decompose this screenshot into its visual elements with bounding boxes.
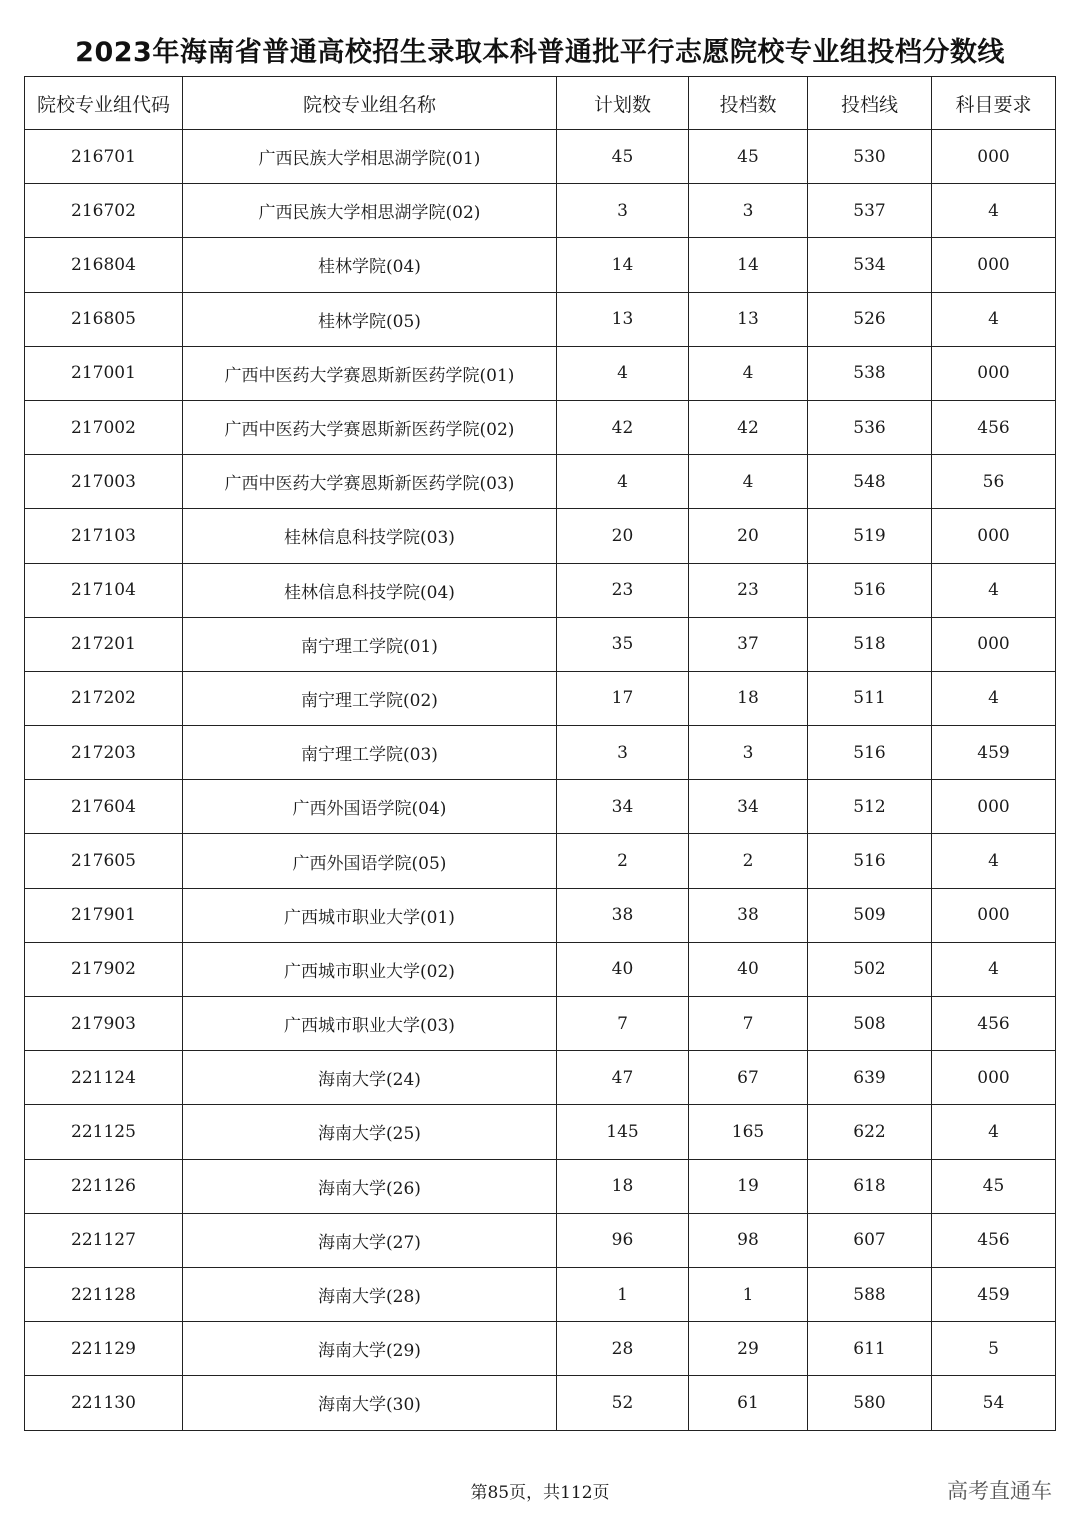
cell-subject-req: 45 xyxy=(932,1159,1056,1213)
cell-subject-req: 4 xyxy=(932,834,1056,888)
cell-plan: 4 xyxy=(557,455,689,509)
cell-score-line: 516 xyxy=(808,726,932,780)
cell-code: 217203 xyxy=(25,726,183,780)
cell-admitted: 42 xyxy=(689,400,808,454)
cell-admitted: 19 xyxy=(689,1159,808,1213)
cell-plan: 96 xyxy=(557,1213,689,1267)
cell-admitted: 34 xyxy=(689,780,808,834)
cell-plan: 47 xyxy=(557,1051,689,1105)
cell-subject-req: 000 xyxy=(932,238,1056,292)
cell-score-line: 508 xyxy=(808,997,932,1051)
page-number: 第85页，共112页 xyxy=(470,1483,610,1503)
cell-name: 广西民族大学相思湖学院(02) xyxy=(183,184,557,238)
cell-name: 海南大学(26) xyxy=(183,1159,557,1213)
cell-name: 海南大学(27) xyxy=(183,1213,557,1267)
cell-score-line: 511 xyxy=(808,671,932,725)
cell-admitted: 165 xyxy=(689,1105,808,1159)
cell-admitted: 20 xyxy=(689,509,808,563)
cell-code: 217605 xyxy=(25,834,183,888)
cell-score-line: 611 xyxy=(808,1322,932,1376)
watermark: 高考直通车 xyxy=(947,1479,1052,1503)
cell-score-line: 538 xyxy=(808,346,932,400)
cell-plan: 17 xyxy=(557,671,689,725)
cell-code: 216805 xyxy=(25,292,183,346)
cell-code: 217104 xyxy=(25,563,183,617)
cell-code: 221129 xyxy=(25,1322,183,1376)
cell-name: 桂林学院(04) xyxy=(183,238,557,292)
cell-code: 217103 xyxy=(25,509,183,563)
column-header-subject-req: 科目要求 xyxy=(932,77,1056,130)
table-row xyxy=(25,671,1056,725)
cell-subject-req: 54 xyxy=(932,1376,1056,1430)
cell-code: 217003 xyxy=(25,455,183,509)
column-header-score-line: 投档线 xyxy=(808,77,932,130)
cell-name: 广西城市职业大学(01) xyxy=(183,888,557,942)
cell-score-line: 512 xyxy=(808,780,932,834)
table-row xyxy=(25,1267,1056,1321)
cell-name: 广西外国语学院(04) xyxy=(183,780,557,834)
cell-subject-req: 456 xyxy=(932,1213,1056,1267)
cell-subject-req: 4 xyxy=(932,671,1056,725)
cell-name: 海南大学(25) xyxy=(183,1105,557,1159)
cell-admitted: 2 xyxy=(689,834,808,888)
cell-admitted: 37 xyxy=(689,617,808,671)
cell-name: 广西民族大学相思湖学院(01) xyxy=(183,130,557,184)
table-row xyxy=(25,726,1056,780)
cell-name: 广西中医药大学赛恩斯新医药学院(03) xyxy=(183,455,557,509)
cell-code: 217903 xyxy=(25,997,183,1051)
cell-score-line: 502 xyxy=(808,942,932,996)
cell-admitted: 40 xyxy=(689,942,808,996)
cell-admitted: 61 xyxy=(689,1376,808,1430)
cell-name: 海南大学(28) xyxy=(183,1267,557,1321)
cell-admitted: 13 xyxy=(689,292,808,346)
cell-subject-req: 4 xyxy=(932,292,1056,346)
table-row xyxy=(25,780,1056,834)
cell-plan: 40 xyxy=(557,942,689,996)
cell-subject-req: 456 xyxy=(932,997,1056,1051)
table-row xyxy=(25,888,1056,942)
cell-code: 217901 xyxy=(25,888,183,942)
cell-score-line: 516 xyxy=(808,563,932,617)
cell-score-line: 526 xyxy=(808,292,932,346)
cell-subject-req: 000 xyxy=(932,617,1056,671)
cell-score-line: 518 xyxy=(808,617,932,671)
cell-name: 南宁理工学院(01) xyxy=(183,617,557,671)
cell-code: 216804 xyxy=(25,238,183,292)
cell-plan: 52 xyxy=(557,1376,689,1430)
cell-name: 南宁理工学院(02) xyxy=(183,671,557,725)
cell-plan: 3 xyxy=(557,726,689,780)
cell-subject-req: 4 xyxy=(932,184,1056,238)
cell-admitted: 18 xyxy=(689,671,808,725)
cell-subject-req: 459 xyxy=(932,726,1056,780)
cell-plan: 34 xyxy=(557,780,689,834)
table-row xyxy=(25,1051,1056,1105)
cell-score-line: 534 xyxy=(808,238,932,292)
cell-name: 桂林信息科技学院(04) xyxy=(183,563,557,617)
cell-code: 221124 xyxy=(25,1051,183,1105)
cell-score-line: 639 xyxy=(808,1051,932,1105)
cell-code: 216701 xyxy=(25,130,183,184)
column-header-code: 院校专业组代码 xyxy=(25,77,183,130)
cell-admitted: 67 xyxy=(689,1051,808,1105)
table-row xyxy=(25,509,1056,563)
cell-code: 217202 xyxy=(25,671,183,725)
cell-admitted: 45 xyxy=(689,130,808,184)
table-row xyxy=(25,1159,1056,1213)
cell-plan: 18 xyxy=(557,1159,689,1213)
cell-subject-req: 000 xyxy=(932,1051,1056,1105)
cell-subject-req: 4 xyxy=(932,563,1056,617)
cell-subject-req: 000 xyxy=(932,509,1056,563)
cell-subject-req: 56 xyxy=(932,455,1056,509)
cell-admitted: 29 xyxy=(689,1322,808,1376)
cell-plan: 42 xyxy=(557,400,689,454)
cell-plan: 1 xyxy=(557,1267,689,1321)
column-header-admitted: 投档数 xyxy=(689,77,808,130)
cell-admitted: 7 xyxy=(689,997,808,1051)
table-row xyxy=(25,238,1056,292)
table-row xyxy=(25,346,1056,400)
cell-name: 海南大学(30) xyxy=(183,1376,557,1430)
cell-code: 217002 xyxy=(25,400,183,454)
cell-subject-req: 000 xyxy=(932,130,1056,184)
cell-score-line: 516 xyxy=(808,834,932,888)
cell-score-line: 509 xyxy=(808,888,932,942)
cell-subject-req: 5 xyxy=(932,1322,1056,1376)
cell-subject-req: 456 xyxy=(932,400,1056,454)
cell-score-line: 519 xyxy=(808,509,932,563)
column-header-plan: 计划数 xyxy=(557,77,689,130)
cell-code: 217604 xyxy=(25,780,183,834)
table-row xyxy=(25,834,1056,888)
cell-admitted: 1 xyxy=(689,1267,808,1321)
cell-plan: 28 xyxy=(557,1322,689,1376)
cell-plan: 13 xyxy=(557,292,689,346)
cell-admitted: 4 xyxy=(689,346,808,400)
cell-plan: 45 xyxy=(557,130,689,184)
cell-name: 南宁理工学院(03) xyxy=(183,726,557,780)
cell-admitted: 38 xyxy=(689,888,808,942)
cell-admitted: 98 xyxy=(689,1213,808,1267)
score-table xyxy=(24,76,1056,1431)
cell-subject-req: 000 xyxy=(932,780,1056,834)
table-row xyxy=(25,130,1056,184)
table-body xyxy=(25,130,1056,1431)
table-row xyxy=(25,1376,1056,1430)
table-row xyxy=(25,1105,1056,1159)
cell-score-line: 580 xyxy=(808,1376,932,1430)
cell-score-line: 530 xyxy=(808,130,932,184)
cell-plan: 35 xyxy=(557,617,689,671)
table-row xyxy=(25,184,1056,238)
column-header-name: 院校专业组名称 xyxy=(183,77,557,130)
cell-subject-req: 459 xyxy=(932,1267,1056,1321)
cell-name: 广西外国语学院(05) xyxy=(183,834,557,888)
cell-name: 海南大学(24) xyxy=(183,1051,557,1105)
cell-name: 广西中医药大学赛恩斯新医药学院(01) xyxy=(183,346,557,400)
cell-plan: 3 xyxy=(557,184,689,238)
table-row xyxy=(25,997,1056,1051)
cell-admitted: 3 xyxy=(689,184,808,238)
cell-score-line: 618 xyxy=(808,1159,932,1213)
cell-plan: 2 xyxy=(557,834,689,888)
cell-subject-req: 000 xyxy=(932,888,1056,942)
cell-subject-req: 000 xyxy=(932,346,1056,400)
cell-plan: 4 xyxy=(557,346,689,400)
cell-plan: 14 xyxy=(557,238,689,292)
cell-plan: 23 xyxy=(557,563,689,617)
table-row xyxy=(25,292,1056,346)
cell-name: 广西城市职业大学(02) xyxy=(183,942,557,996)
cell-name: 桂林信息科技学院(03) xyxy=(183,509,557,563)
cell-code: 217201 xyxy=(25,617,183,671)
cell-code: 217902 xyxy=(25,942,183,996)
cell-name: 广西城市职业大学(03) xyxy=(183,997,557,1051)
table-row xyxy=(25,563,1056,617)
table-row xyxy=(25,455,1056,509)
cell-plan: 7 xyxy=(557,997,689,1051)
cell-admitted: 23 xyxy=(689,563,808,617)
table-row xyxy=(25,400,1056,454)
cell-score-line: 622 xyxy=(808,1105,932,1159)
cell-admitted: 3 xyxy=(689,726,808,780)
cell-admitted: 14 xyxy=(689,238,808,292)
cell-plan: 38 xyxy=(557,888,689,942)
cell-admitted: 4 xyxy=(689,455,808,509)
table-row xyxy=(25,617,1056,671)
table-row xyxy=(25,942,1056,996)
cell-plan: 145 xyxy=(557,1105,689,1159)
cell-plan: 20 xyxy=(557,509,689,563)
cell-score-line: 537 xyxy=(808,184,932,238)
cell-code: 221127 xyxy=(25,1213,183,1267)
cell-score-line: 548 xyxy=(808,455,932,509)
cell-score-line: 536 xyxy=(808,400,932,454)
cell-name: 海南大学(29) xyxy=(183,1322,557,1376)
cell-subject-req: 4 xyxy=(932,1105,1056,1159)
cell-name: 桂林学院(05) xyxy=(183,292,557,346)
cell-code: 221130 xyxy=(25,1376,183,1430)
cell-subject-req: 4 xyxy=(932,942,1056,996)
cell-code: 221126 xyxy=(25,1159,183,1213)
cell-score-line: 607 xyxy=(808,1213,932,1267)
cell-code: 217001 xyxy=(25,346,183,400)
page-title: 2023年海南省普通高校招生录取本科普通批平行志愿院校专业组投档分数线 xyxy=(75,37,1005,68)
table-header-row xyxy=(25,77,1056,130)
cell-code: 221125 xyxy=(25,1105,183,1159)
table-row xyxy=(25,1322,1056,1376)
cell-score-line: 588 xyxy=(808,1267,932,1321)
cell-code: 221128 xyxy=(25,1267,183,1321)
cell-name: 广西中医药大学赛恩斯新医药学院(02) xyxy=(183,400,557,454)
cell-code: 216702 xyxy=(25,184,183,238)
table-row xyxy=(25,1213,1056,1267)
